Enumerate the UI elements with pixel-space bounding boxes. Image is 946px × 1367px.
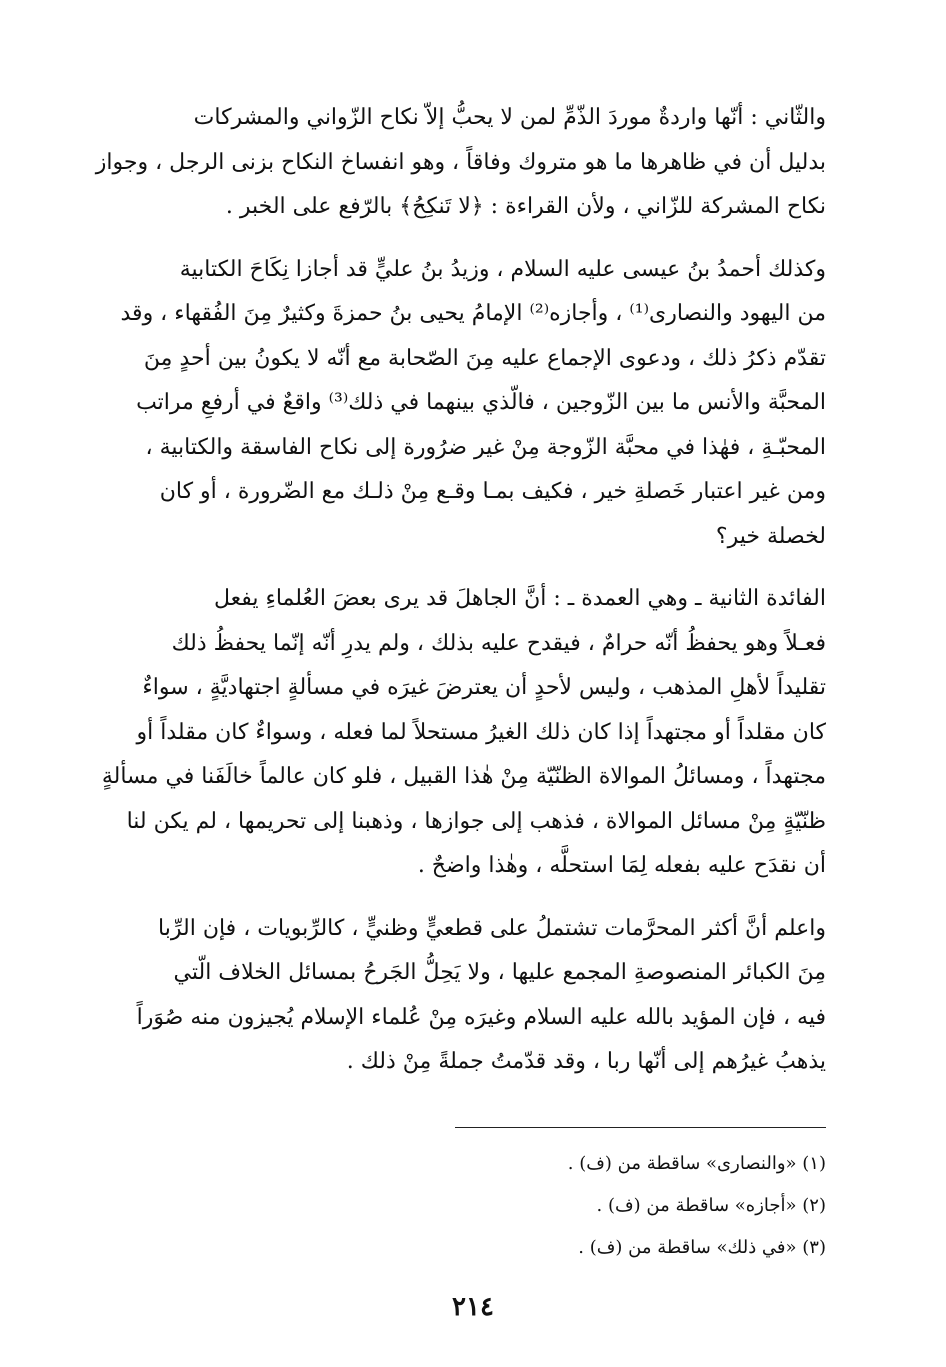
text-line: من اليهود والنصارى⁽¹⁾ ، وأجازه⁽²⁾ الإمامُ يحيى بنُ حمزةَ وكثيرٌ مِنَ الفُقهاء ، وقد <box>120 301 826 326</box>
text-line: تقليداً لأهلِ المذهب ، وليس لأحدٍ أن يعترضَ غيرَه في مسألةٍ اجتهاديَّةٍ ، سواءٌ <box>142 675 826 700</box>
footnote-3: (٣) «في ذلك» ساقطة من (ف) . <box>578 1237 826 1258</box>
text-line: تقدّم ذكرُ ذلك ، ودعوى الإجماع عليه مِنَ الصّحابة مع أنّه لا يكونُ بين أحدٍ مِنَ <box>143 345 826 371</box>
text-line: ومن غير اعتبار خَصلةِ خير ، فكيف بمـا وقـع مِنْ ذلـك مع الضّرورة ، أو كان <box>159 479 826 504</box>
text-line: أن نقدَح عليه بفعله لِمَا استحلَّه ، وهٰذا واضحٌ . <box>417 853 826 878</box>
text-line: وكذلك أحمدُ بنُ عيسى عليه السلام ، وزيدُ بنُ عليٍّ قد أجازا نِكَاحَ الكتابية <box>179 256 826 282</box>
footnotes <box>306 1143 826 1269</box>
text-line: والثّاني : أنّها واردةٌ موردَ الذّمِّ لمن لا يحبُّ إلاّ نكاح الزّواني والمشركات <box>193 105 826 130</box>
text-line: مجتهداً ، ومسائلُ الموالاة الظنّيّة مِنْ هٰذا القبيل ، فلو كان عالماً خالَفَنا في مسألةٍ <box>101 764 826 789</box>
footnote-1: (١) «والنصارى» ساقطة من (ف) . <box>567 1153 826 1174</box>
paragraph-second-point <box>95 96 826 230</box>
text-line: المحبَّة والأنس ما بين الزّوجين ، فالّذي بينهما في ذلك⁽³⁾ واقعٌ في أرفعِ مراتب <box>136 390 826 415</box>
text-line: ظنّيّةٍ مِنْ مسائل الموالاة ، فذهب إلى جوازها ، وذهبنا إلى تحريمها ، لم يكن لنا <box>126 808 826 834</box>
text-line: فعـلاً وهو يحفظُ أنّه حرامٌ ، فيقدح عليه بذلك ، ولم يدرِ أنّه إنّما يحفظُ ذلك <box>171 630 826 656</box>
text-line: نكاح المشركة للزّاني ، ولأن القراءة : ﴿لا تَنكِحُ﴾ بالرّفع على الخبر . <box>225 194 826 219</box>
text-line: لخصلة خير؟ <box>715 523 826 549</box>
page-number: ٢١٤ <box>452 1292 494 1322</box>
footnote-2: (٢) «أجازه» ساقطة من (ف) . <box>596 1195 826 1216</box>
paragraph-second-benefit <box>101 577 826 889</box>
text-line: مِنَ الكبائر المنصوصةِ المجمع عليها ، ولا يَحِلُّ الجَرحُ بمسائل الخلاف الّتي <box>173 960 826 985</box>
text-line: المحبّـةِ ، فهٰذا في محبَّة الزّوجة مِنْ غير ضرُورة إلى نكاح الفاسقة والكتابية ، <box>145 434 826 460</box>
footnote-separator <box>455 1127 826 1128</box>
text-line: فيه ، فإن المؤيد بالله عليه السلام وغيرَه مِنْ عُلماء الإسلام يُجيزون منه صُوَراً <box>136 1004 826 1030</box>
main-text <box>95 96 826 1103</box>
text-line: كان مقلداً أو مجتهداً إذا كان ذلك الغيرُ مستحلاً لما فعله ، وسواءٌ كان مقلداً أو <box>136 719 826 745</box>
paragraph-ahmad-bin-isa <box>110 248 826 560</box>
text-line: يذهبُ غيرُهم إلى أنّها ربا ، وقد قدّمتُ جملةً مِنْ ذلك . <box>346 1049 826 1074</box>
text-line: بدليل أن في ظاهرها ما هو متروك وفاقاً ، وهو انفساخ النكاح بزنى الرجل ، وجواز <box>95 149 826 175</box>
paragraph-prohibitions <box>110 907 826 1085</box>
text-line: الفائدة الثانية ـ وهي العمدة ـ : أنَّ الجاهلَ قد يرى بعضَ العُلماءِ يفعل <box>213 586 826 611</box>
text-line: واعلم أنَّ أكثر المحرَّمات تشتملُ على قطعيٍّ وظنيٍّ ، كالرِّبويات ، فإن الرِّبا <box>158 915 826 941</box>
